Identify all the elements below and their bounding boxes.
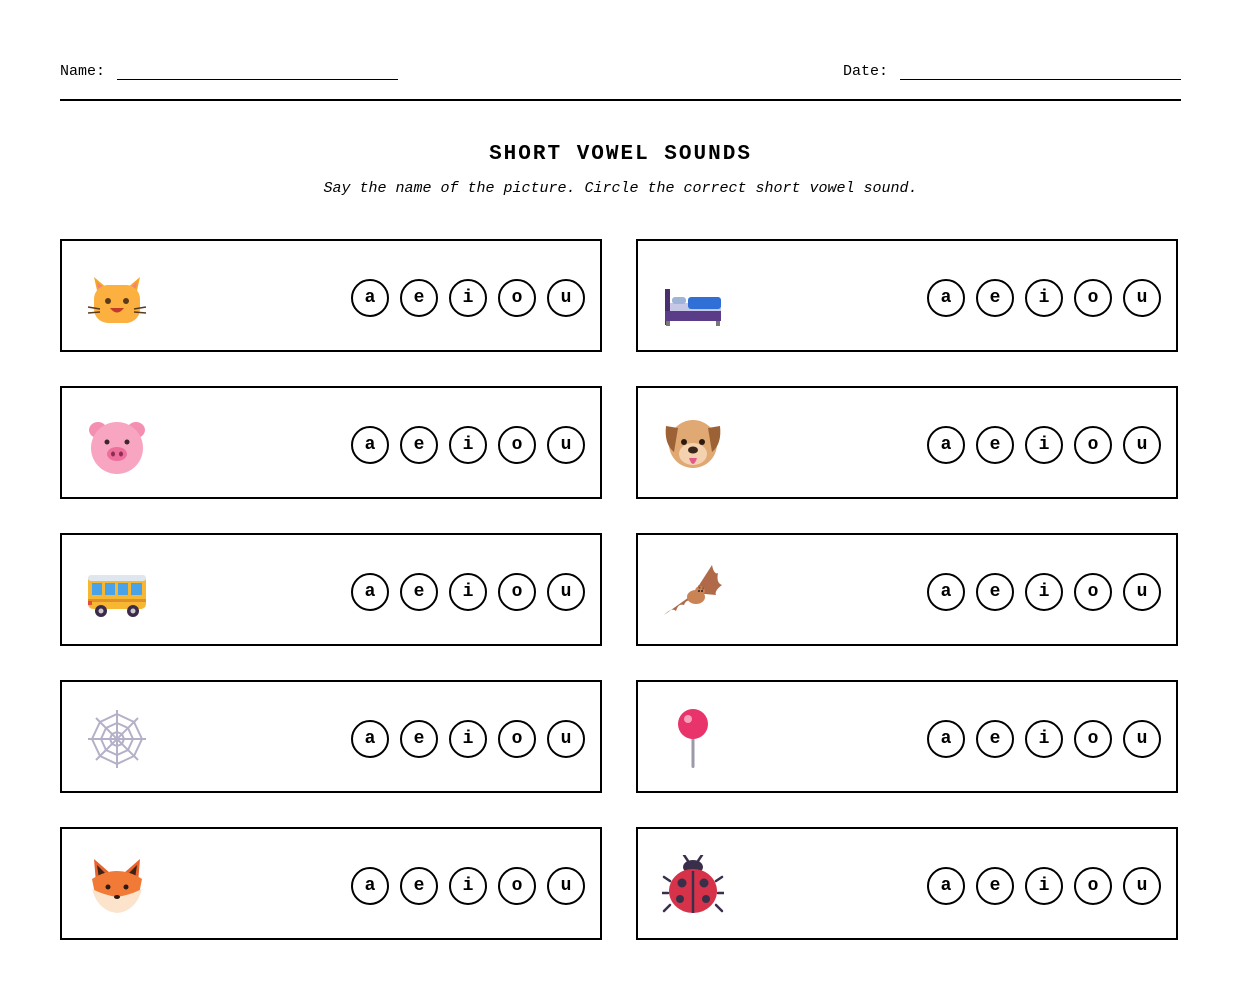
name-field[interactable] bbox=[60, 63, 398, 80]
name-label: Name: bbox=[60, 63, 106, 80]
vowel-choices bbox=[351, 573, 585, 611]
vowel-i[interactable]: i bbox=[449, 279, 487, 317]
bug-icon bbox=[662, 855, 724, 917]
vowel-o[interactable]: o bbox=[498, 573, 536, 611]
vowel-u[interactable]: u bbox=[1123, 279, 1161, 317]
vowel-i[interactable]: i bbox=[449, 720, 487, 758]
picture-card bbox=[636, 533, 1178, 646]
picture-card bbox=[636, 680, 1178, 793]
vowel-choices bbox=[351, 279, 585, 317]
web-icon bbox=[86, 708, 148, 770]
vowel-u[interactable]: u bbox=[1123, 573, 1161, 611]
vowel-u[interactable]: u bbox=[1123, 720, 1161, 758]
vowel-e[interactable]: e bbox=[976, 573, 1014, 611]
vowel-e[interactable]: e bbox=[976, 426, 1014, 464]
vowel-i[interactable]: i bbox=[449, 867, 487, 905]
vowel-i[interactable]: i bbox=[1025, 426, 1063, 464]
vowel-choices bbox=[351, 867, 585, 905]
vowel-u[interactable]: u bbox=[1123, 867, 1161, 905]
vowel-o[interactable]: o bbox=[498, 279, 536, 317]
vowel-a[interactable]: a bbox=[351, 867, 389, 905]
date-field[interactable] bbox=[843, 63, 1181, 80]
vowel-choices bbox=[927, 426, 1161, 464]
bat-icon bbox=[662, 561, 724, 623]
vowel-e[interactable]: e bbox=[400, 720, 438, 758]
vowel-u[interactable]: u bbox=[547, 720, 585, 758]
cat-icon bbox=[86, 267, 148, 329]
vowel-choices bbox=[351, 426, 585, 464]
vowel-e[interactable]: e bbox=[976, 720, 1014, 758]
vowel-u[interactable]: u bbox=[547, 279, 585, 317]
header-divider bbox=[60, 99, 1181, 101]
picture-card bbox=[60, 827, 602, 940]
vowel-a[interactable]: a bbox=[351, 720, 389, 758]
vowel-a[interactable]: a bbox=[351, 426, 389, 464]
vowel-choices bbox=[927, 867, 1161, 905]
vowel-o[interactable]: o bbox=[1074, 720, 1112, 758]
bed-icon bbox=[662, 267, 724, 329]
vowel-o[interactable]: o bbox=[1074, 279, 1112, 317]
vowel-o[interactable]: o bbox=[1074, 573, 1112, 611]
vowel-i[interactable]: i bbox=[1025, 279, 1063, 317]
vowel-e[interactable]: e bbox=[400, 426, 438, 464]
picture-card bbox=[636, 386, 1178, 499]
pig-icon bbox=[86, 414, 148, 476]
picture-card bbox=[60, 533, 602, 646]
vowel-o[interactable]: o bbox=[1074, 867, 1112, 905]
date-line[interactable] bbox=[900, 63, 1181, 80]
vowel-a[interactable]: a bbox=[927, 573, 965, 611]
vowel-i[interactable]: i bbox=[449, 426, 487, 464]
vowel-a[interactable]: a bbox=[927, 867, 965, 905]
vowel-e[interactable]: e bbox=[400, 867, 438, 905]
picture-card bbox=[636, 239, 1178, 352]
date-label: Date: bbox=[842, 63, 888, 80]
vowel-e[interactable]: e bbox=[400, 573, 438, 611]
vowel-e[interactable]: e bbox=[976, 279, 1014, 317]
picture-card bbox=[60, 386, 602, 499]
vowel-choices bbox=[351, 720, 585, 758]
vowel-u[interactable]: u bbox=[1123, 426, 1161, 464]
vowel-choices bbox=[927, 720, 1161, 758]
name-line[interactable] bbox=[117, 63, 398, 80]
vowel-e[interactable]: e bbox=[976, 867, 1014, 905]
vowel-e[interactable]: e bbox=[400, 279, 438, 317]
pin-icon bbox=[662, 708, 724, 770]
fox-icon bbox=[86, 855, 148, 917]
worksheet-title: SHORT VOWEL SOUNDS bbox=[489, 143, 752, 166]
vowel-choices bbox=[927, 279, 1161, 317]
vowel-o[interactable]: o bbox=[1074, 426, 1112, 464]
picture-card bbox=[60, 680, 602, 793]
vowel-u[interactable]: u bbox=[547, 426, 585, 464]
header-row bbox=[60, 60, 1181, 80]
vowel-u[interactable]: u bbox=[547, 867, 585, 905]
vowel-o[interactable]: o bbox=[498, 867, 536, 905]
vowel-a[interactable]: a bbox=[927, 720, 965, 758]
vowel-choices bbox=[927, 573, 1161, 611]
vowel-i[interactable]: i bbox=[1025, 720, 1063, 758]
vowel-a[interactable]: a bbox=[351, 573, 389, 611]
vowel-o[interactable]: o bbox=[498, 720, 536, 758]
worksheet-instructions: Say the name of the picture. Circle the correct short vowel sound. bbox=[323, 180, 918, 197]
vowel-i[interactable]: i bbox=[449, 573, 487, 611]
vowel-a[interactable]: a bbox=[351, 279, 389, 317]
vowel-a[interactable]: a bbox=[927, 426, 965, 464]
picture-card bbox=[60, 239, 602, 352]
vowel-a[interactable]: a bbox=[927, 279, 965, 317]
vowel-o[interactable]: o bbox=[498, 426, 536, 464]
picture-card bbox=[636, 827, 1178, 940]
vowel-i[interactable]: i bbox=[1025, 573, 1063, 611]
vowel-i[interactable]: i bbox=[1025, 867, 1063, 905]
dog-icon bbox=[662, 414, 724, 476]
vowel-u[interactable]: u bbox=[547, 573, 585, 611]
bus-icon bbox=[86, 561, 148, 623]
